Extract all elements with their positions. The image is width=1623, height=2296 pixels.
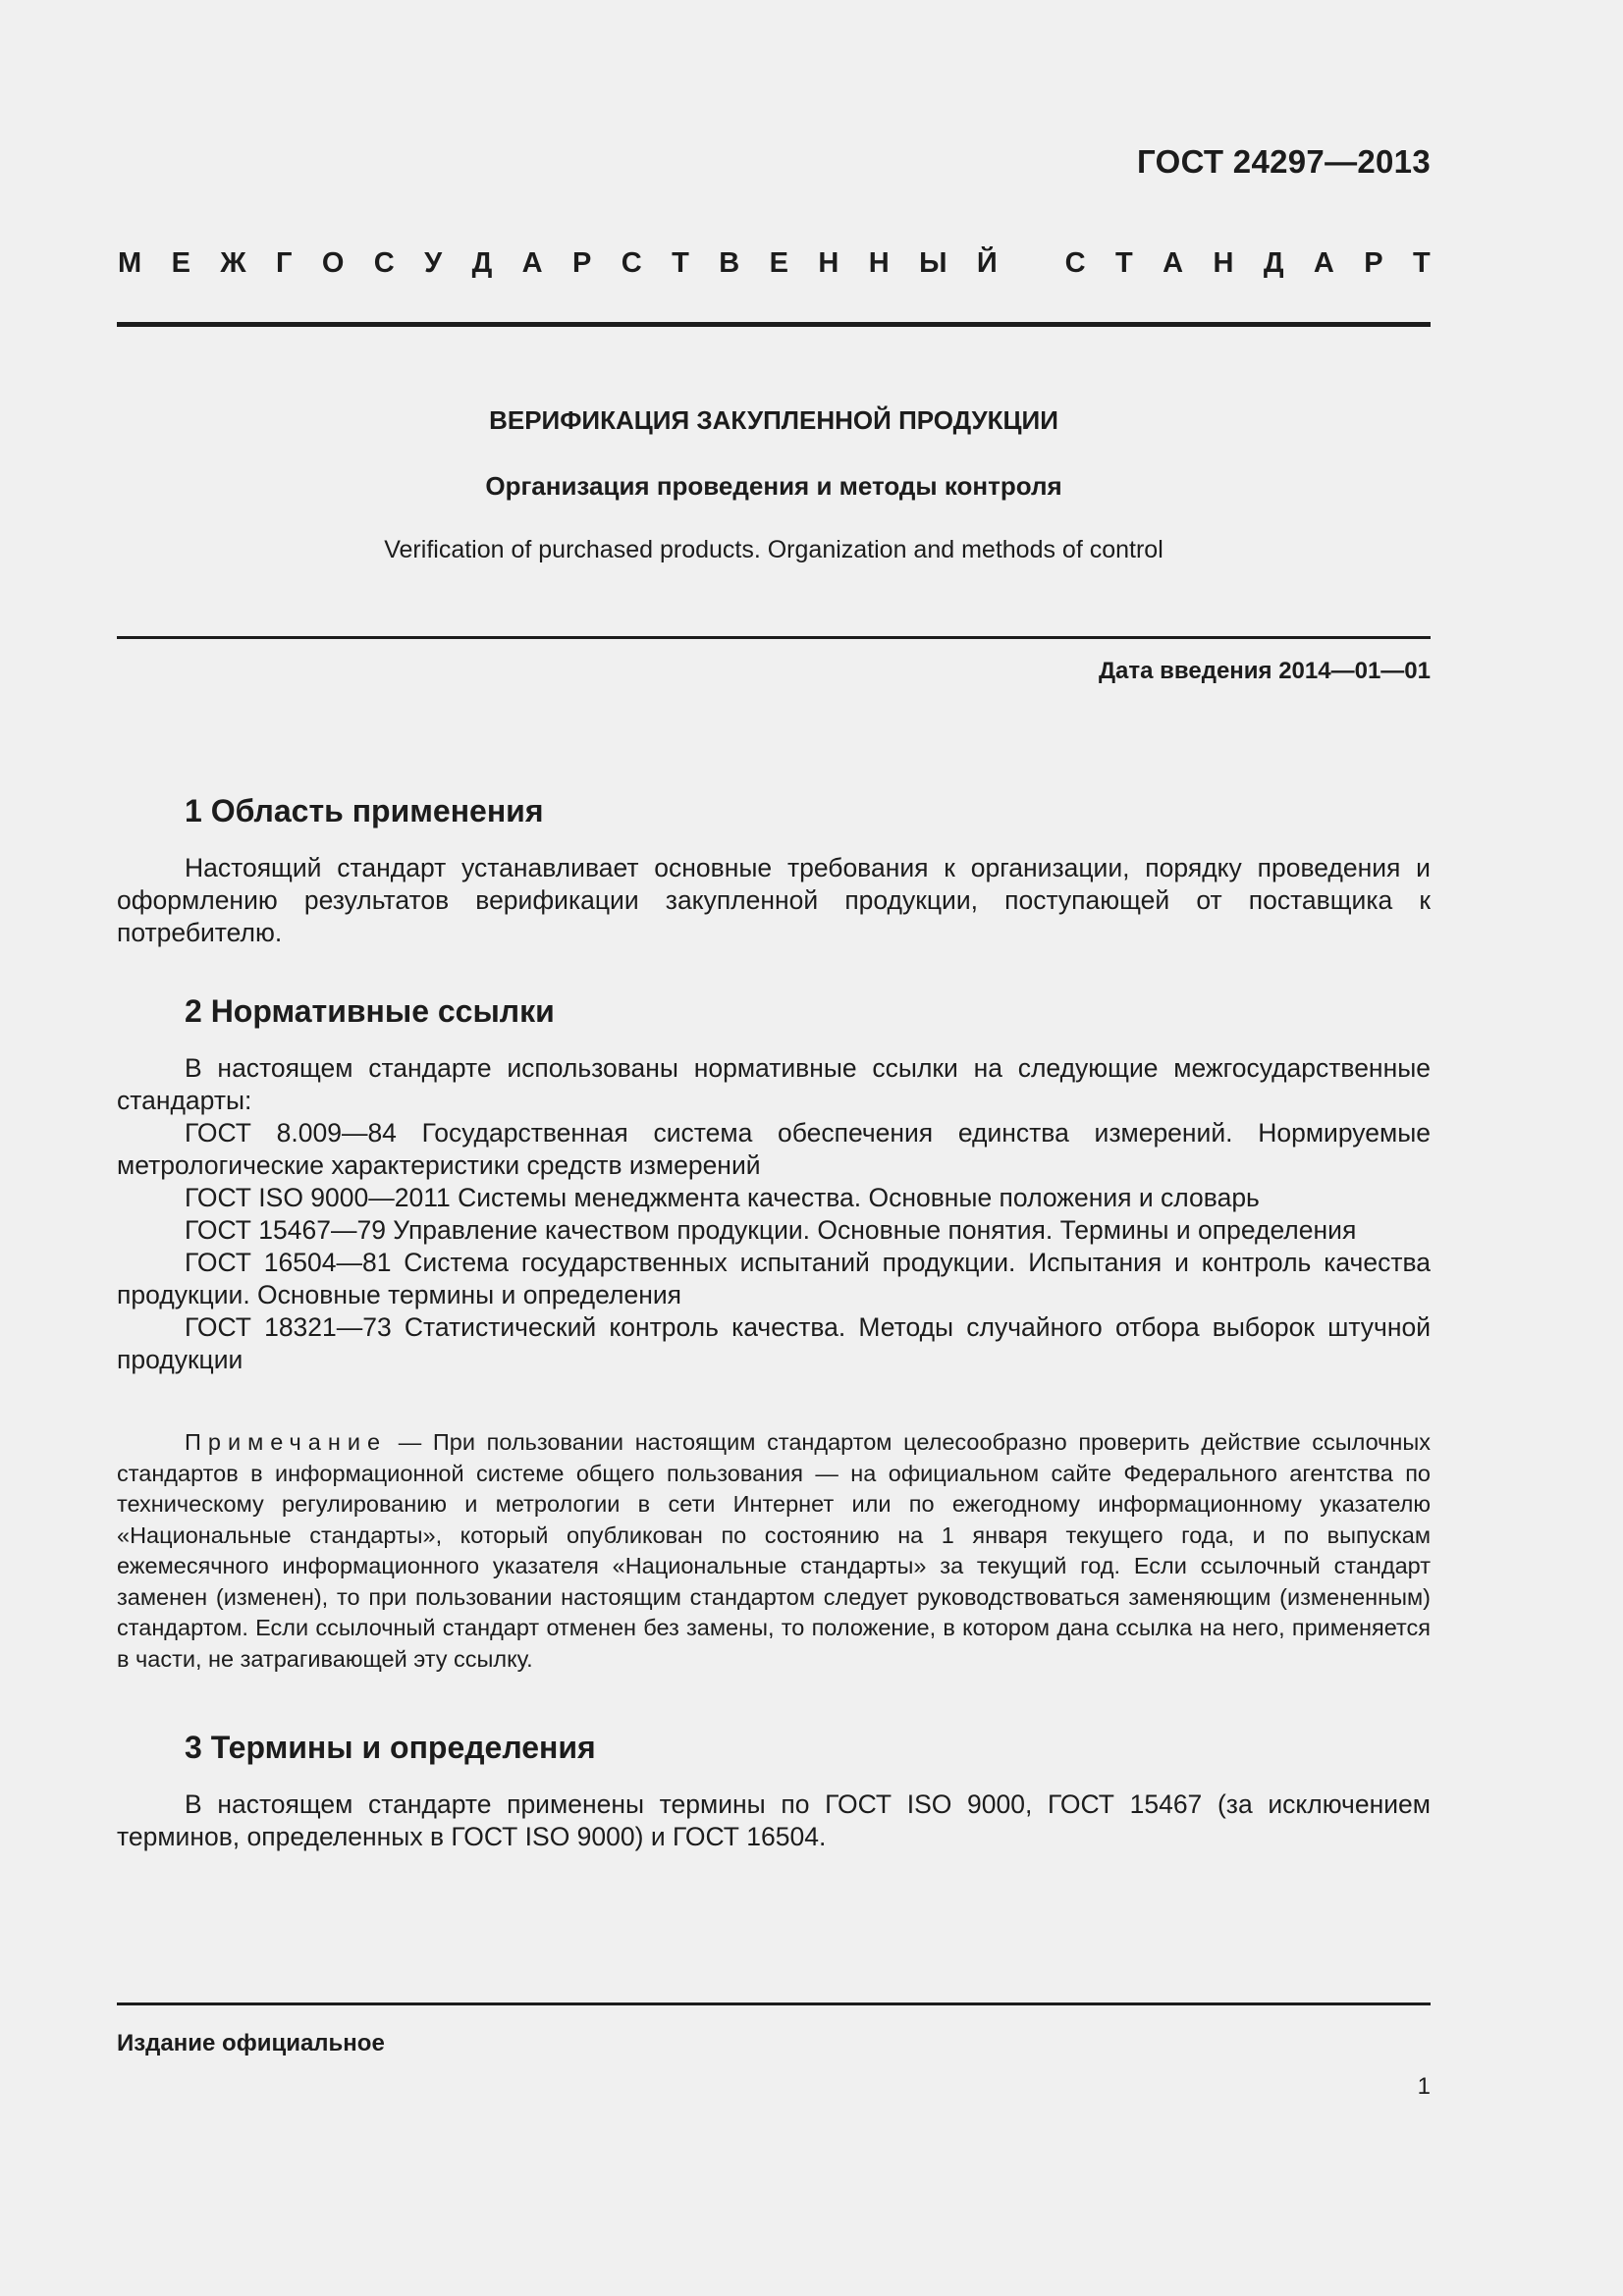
- section-1-paragraph: Настоящий стандарт устанавливает основные требования к организации, порядку проведения и оформлению результатов верификации закупленной продукции, поступающей от поставщика к потребителю.: [117, 853, 1431, 947]
- document-title-english: Verification of purchased products. Organization and methods of control: [384, 536, 1163, 563]
- banner-letter: Г: [275, 247, 293, 279]
- section-1-heading: 1 Область применения: [185, 793, 544, 828]
- footer-divider: [117, 2002, 1431, 2005]
- note-label: Примечание: [185, 1429, 388, 1455]
- reference-item: ГОСТ 18321—73 Статистический контроль качества. Методы случайного отбора выборок штучной продукции: [117, 1312, 1431, 1374]
- banner-letter: В: [719, 247, 740, 279]
- document-code: ГОСТ 24297—2013: [1137, 143, 1431, 180]
- banner-letter: С: [373, 247, 395, 279]
- section-3-paragraph: В настоящем стандарте применены термины по ГОСТ ISO 9000, ГОСТ 15467 (за исключением терминов, определенных в ГОСТ ISO 9000) и ГОСТ 16504.: [117, 1789, 1431, 1851]
- official-edition-label: Издание официальное: [117, 2030, 385, 2056]
- document-subtitle: Организация проведения и методы контроля: [485, 471, 1062, 501]
- banner-letter: Т: [672, 247, 689, 279]
- banner-letter: М: [118, 247, 142, 279]
- banner-letter: Н: [1213, 247, 1234, 279]
- section-2-paragraph: В настоящем стандарте использованы нормативные ссылки на следующие межгосударственные стандарты:: [117, 1053, 1431, 1115]
- section-2-body: [117, 1052, 1431, 1376]
- reference-item: ГОСТ 8.009—84 Государственная система обеспечения единства измерений. Нормируемые метрологические характеристики средств измерений: [117, 1118, 1431, 1180]
- note-text: — При пользовании настоящим стандартом целесообразно проверить действие ссылочных стандартов в информационной системе общего пользования — на официальном сайте Федерального агентства по техническому регулированию и метрологии в сети Интернет или по ежегодному информационному указателю «Национальные стандарты», который опубликован по состоянию на 1 января текущего года, и по выпускам ежемесячного информационного указателя «Национальные стандарты» за текущий год. Если ссылочный стандарт заменен (изменен), то при пользовании настоящим стандартом следует руководствоваться заменяющим (измененным) стандартом. Если ссылочный стандарт отменен без замены, то положение, в котором дана ссылка на него, применяется в части, не затрагивающей эту ссылку.: [117, 1429, 1431, 1672]
- banner-letter: Р: [572, 247, 592, 279]
- header-divider: [117, 322, 1431, 327]
- title-divider: [117, 636, 1431, 639]
- banner-letter: Ж: [220, 247, 246, 279]
- reference-item: ГОСТ 16504—81 Система государственных испытаний продукции. Испытания и контроль качества продукции. Основные термины и определения: [117, 1248, 1431, 1309]
- reference-item: ГОСТ ISO 9000—2011 Системы менеджмента качества. Основные положения и словарь: [185, 1183, 1260, 1212]
- reference-item: ГОСТ 15467—79 Управление качеством продукции. Основные понятия. Термины и определения: [185, 1215, 1357, 1245]
- banner-letter: Е: [769, 247, 788, 279]
- banner-letter: Р: [1364, 247, 1383, 279]
- banner-letter: Е: [171, 247, 190, 279]
- banner-letter: С: [621, 247, 642, 279]
- banner-letter: А: [1313, 247, 1334, 279]
- introduction-date: Дата введения 2014—01—01: [1098, 658, 1431, 684]
- banner-letter: Ы: [919, 247, 947, 279]
- banner-letter: Т: [1413, 247, 1431, 279]
- banner-letter: Д: [471, 247, 493, 279]
- banner-letter: Д: [1263, 247, 1284, 279]
- banner-letter: А: [521, 247, 543, 279]
- section-3-heading: 3 Термины и определения: [185, 1730, 596, 1765]
- section-3-body: [117, 1789, 1431, 1853]
- banner-letter: Н: [868, 247, 890, 279]
- section-2-heading: 2 Нормативные ссылки: [185, 993, 555, 1029]
- banner-letter: Й: [976, 247, 998, 279]
- page-number: 1: [1417, 2073, 1431, 2100]
- banner-letter: Т: [1114, 247, 1133, 279]
- banner-letter: А: [1163, 247, 1184, 279]
- document-title: ВЕРИФИКАЦИЯ ЗАКУПЛЕННОЙ ПРОДУКЦИИ: [489, 405, 1058, 435]
- banner-letter: Н: [818, 247, 839, 279]
- note-paragraph: [117, 1427, 1431, 1675]
- banner-letter: О: [321, 247, 345, 279]
- banner-letter: [1027, 247, 1035, 280]
- interstate-standard-banner: [118, 247, 1431, 280]
- banner-letter: У: [424, 247, 443, 279]
- section-1-body: [117, 852, 1431, 949]
- banner-letter: С: [1064, 247, 1086, 279]
